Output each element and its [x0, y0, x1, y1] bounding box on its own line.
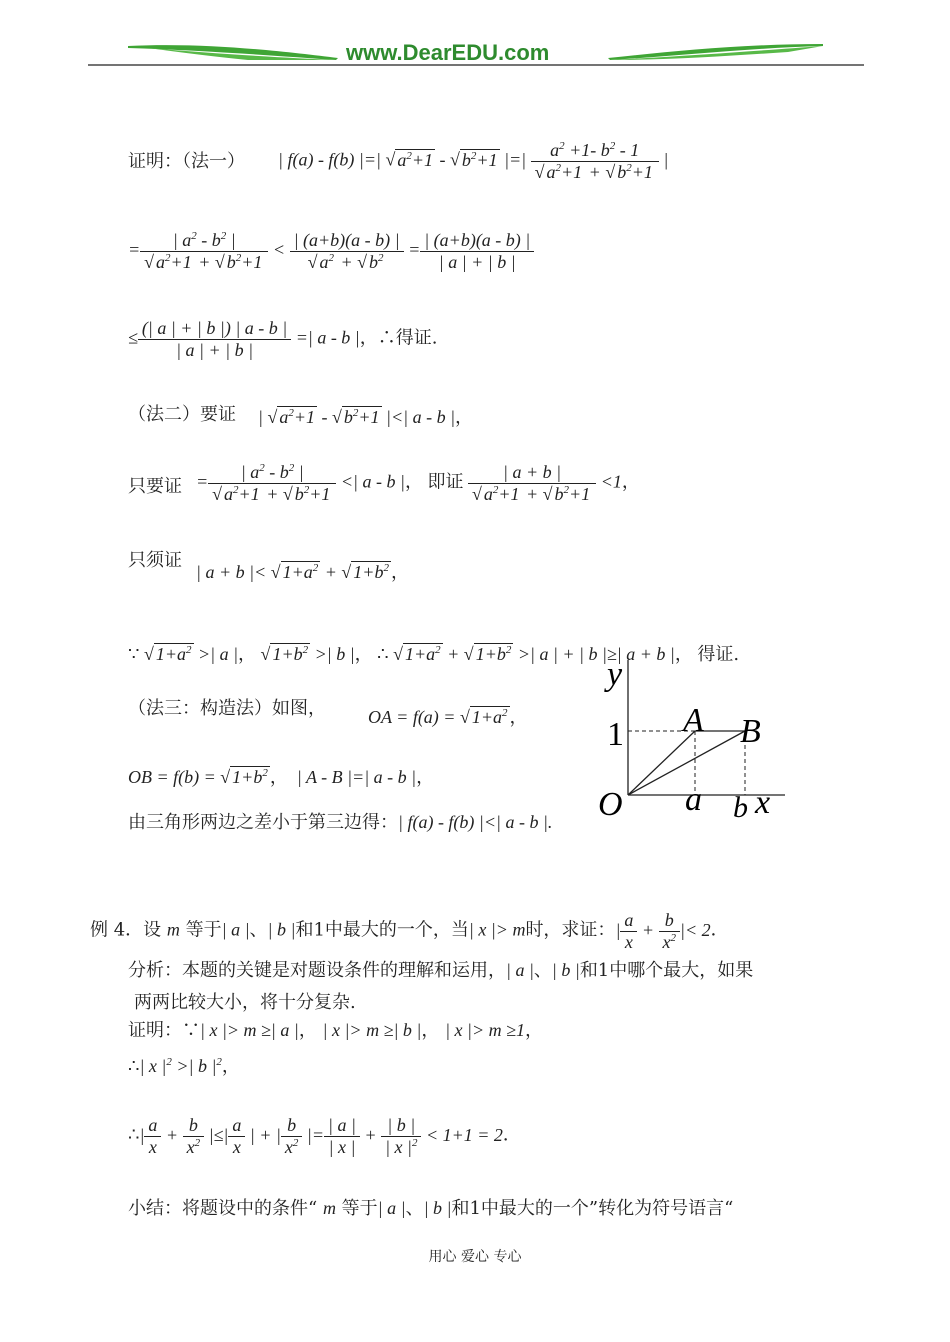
example4-proof3: ∴| $\frac{a}{x}$ + $\frac{b}{x^2}$ |≤| $\frac{a}{x}$ | + | $\frac{b}{x^2}$ |= $\frac{| a |}{| x |}$ + $\frac{| b |}{| x |^2}$ < 1+1 = 2． — [128, 1115, 521, 1157]
figure-label-a: a — [685, 781, 702, 818]
proof1-line3: ≤ $\frac{(| a | + | b |) | a - b |}{| a | + | b |}$ =| a - b |，∴得证. — [128, 318, 438, 360]
proof2-line2: = $\frac{| a^2 - b^2 |}{√ a^2+1 + √ b^2+1}$ <| a - b |， 即证 $\frac{| a + b |}{√ a^2+1 + √ b^2+1}$ <1， — [196, 462, 640, 504]
figure-label-x: x — [755, 784, 771, 821]
page-footer: 用心 爱心 专心 — [428, 1249, 522, 1265]
proof3-ob: OB = f(b) = √ $1+b^2$ ， | A - B |=| a - b |， — [128, 767, 435, 787]
figure-label-O: O — [598, 786, 623, 823]
example4-summary: 小结：将题设中的条件“ m 等于| a |、| b |和1中最大的一个”转化为符号语言“ — [128, 1198, 734, 1219]
construction-figure — [595, 655, 795, 825]
example4-title: 例 4．设 m 等于| a |、| b |和1中最大的一个，当| x |> m时，求证：| $\frac{a}{x}$ + $\frac{b}{x^2}$ |< 2． — [90, 910, 729, 952]
proof2-line1: | √ $a^2+1$ - √ $b^2+1$ |<| a - b |， — [258, 407, 474, 427]
proof2-line4: ∵ √ $1+a^2$ >| a |， √ $1+b^2$ >| b |， ∴ √ $1+a^2$ + √ $1+b^2$ >| a | + | b |≥| a + b |， 得证. — [128, 644, 740, 665]
proof2-line3: | a + b |< √ $1+a^2$ + √ $1+b^2$ ， — [196, 562, 409, 582]
site-logo: www.DearEDU.com — [346, 40, 550, 65]
example4-proof2: ∴| x $|^2$ >| b $|^2$， — [128, 1056, 240, 1077]
proof3-label: （法三：构造法）如图， — [128, 698, 326, 719]
figure-label-B: B — [740, 713, 761, 750]
figure-label-A: A — [683, 702, 704, 739]
proof1-line1: | f(a) - f(b) |=| √ $a^2+1$ - √ $b^2+1$ |=| $\frac{a^2 +1- b^2 - 1}{√ a^2+1 + √ b^2+1}$ | — [278, 140, 669, 182]
figure-label-y: y — [607, 656, 623, 693]
proof2-label: （法二）要证 — [128, 404, 236, 425]
header-banner — [88, 38, 864, 68]
proof1-label: 证明：（法一） — [128, 151, 245, 172]
example4-analysis1: 分析：本题的关键是对题设条件的理解和运用，| a |、| b |和1中哪个最大，如果 — [128, 960, 754, 981]
proof1-line2: = $\frac{| a^2 - b^2 |}{√ a^2+1 + √ b^2+1}$ < $\frac{| (a+b)(a - b) |}{√ a^2 + √ b^2}$ = $\frac{| (a+b)(a - b) |}{| a | + | b |}$ — [128, 230, 534, 273]
proof2-only-need-label: 只要证 — [128, 476, 182, 497]
example4-proof1: 证明：∵| x |> m ≥| a |， | x |> m ≥| b |， | x |> m ≥1， — [128, 1020, 544, 1041]
figure-label-one: 1 — [607, 716, 624, 753]
example4-analysis2: 两两比较大小，将十分复杂. — [134, 992, 356, 1013]
proof3-oa: OA = f(a) = √ $1+a^2$ ， — [368, 707, 528, 727]
figure-label-b: b — [733, 791, 748, 824]
proof3-conclusion: 由三角形两边之差小于第三边得：| f(a) - f(b) |<| a - b |. — [128, 812, 553, 833]
proof2-must-label: 只须证 — [128, 550, 182, 571]
